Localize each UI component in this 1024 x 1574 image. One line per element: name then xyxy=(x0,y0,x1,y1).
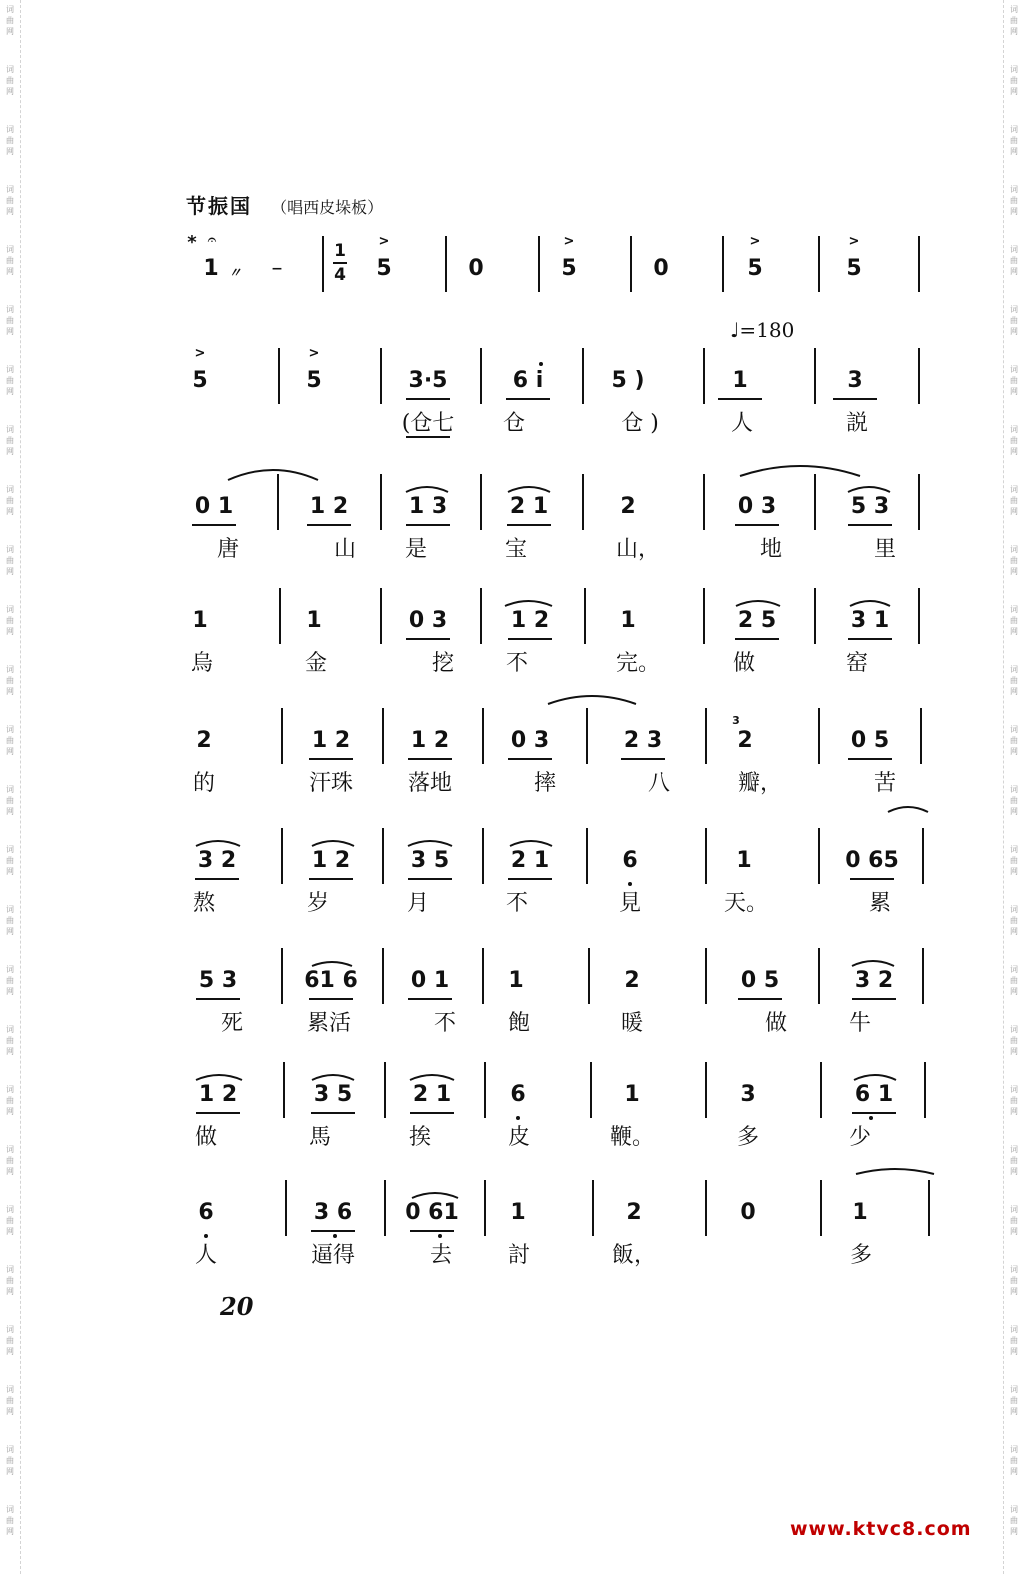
lyric-syllable: 熬 xyxy=(192,891,216,916)
jianpu-note: 5 xyxy=(846,256,862,281)
tremolo-mark: 〃 xyxy=(228,266,242,281)
watermark-strip-text: 词 曲 网 xyxy=(1010,1085,1018,1116)
watermark-strip-text: 词 曲 网 xyxy=(1010,1445,1018,1476)
watermark-strip-text: 词 曲 网 xyxy=(6,125,14,156)
jianpu-note: 6 i xyxy=(512,368,544,393)
jianpu-note: 1 xyxy=(736,848,752,873)
jianpu-note: 0 5 xyxy=(740,968,780,993)
jianpu-note: 0 xyxy=(653,256,669,281)
lyric-syllable: 摔 xyxy=(533,771,557,796)
jianpu-note: 1 2 xyxy=(311,728,351,753)
jianpu-note: 3 1 xyxy=(850,608,890,633)
watermark-strip-text: 词 曲 网 xyxy=(6,1085,14,1116)
accent-mark: > xyxy=(848,234,860,249)
lyric-syllable: 里 xyxy=(873,537,897,562)
lyric-syllable: 做 xyxy=(732,651,756,676)
lyric-syllable: 逼得 xyxy=(310,1243,356,1268)
jianpu-note: 0 5 xyxy=(850,728,890,753)
watermark-strip-text: 词 曲 网 xyxy=(1010,425,1018,456)
watermark-strip-text: 词 曲 网 xyxy=(6,725,14,756)
slur-arc xyxy=(408,841,452,846)
page-number: 20 xyxy=(220,1292,254,1321)
watermark-strip-text: 词 曲 网 xyxy=(6,905,14,936)
watermark-strip-text: 词 曲 网 xyxy=(6,305,14,336)
watermark-strip-text: 词 曲 网 xyxy=(6,1445,14,1476)
jianpu-note: 2 5 xyxy=(737,608,777,633)
watermark-strip-text: 词 曲 网 xyxy=(1010,125,1018,156)
slur-arc xyxy=(412,1193,458,1198)
watermark-strip-text: 词 曲 网 xyxy=(1010,245,1018,276)
slur-arc xyxy=(736,601,780,606)
lyric-syllable: 金 xyxy=(304,651,328,676)
jianpu-note: 1 2 xyxy=(198,1082,238,1107)
slur-arc xyxy=(312,962,352,966)
jianpu-note: 2 xyxy=(737,728,753,753)
lyric-syllable: 做 xyxy=(194,1125,218,1150)
hold-dash: – xyxy=(271,256,283,281)
jianpu-note: 3 2 xyxy=(854,968,894,993)
watermark-strip-text: 词 曲 网 xyxy=(1010,5,1018,36)
watermark-strip-text: 词 曲 网 xyxy=(1010,665,1018,696)
watermark-strip-text: 词 曲 网 xyxy=(6,845,14,876)
lyric-syllable: (仓七 xyxy=(401,411,455,436)
jianpu-note: 0 3 xyxy=(510,728,550,753)
watermark-strip-text: 词 曲 网 xyxy=(6,365,14,396)
jianpu-note: 0 xyxy=(740,1200,756,1225)
jianpu-note: 1 2 xyxy=(311,848,351,873)
jianpu-note: 2 1 xyxy=(412,1082,452,1107)
jianpu-note: 3·5 xyxy=(408,368,448,393)
jianpu-note: 0 61 xyxy=(405,1200,459,1225)
watermark-strip-text: 词 曲 网 xyxy=(6,485,14,516)
jianpu-note: 5 3 xyxy=(198,968,238,993)
watermark-strip-text: 词 曲 网 xyxy=(6,605,14,636)
slur-arc xyxy=(196,841,240,846)
lyric-syllable: 月 xyxy=(406,891,430,916)
slur-arc xyxy=(406,487,448,492)
watermark-strip-text: 词 曲 网 xyxy=(1010,605,1018,636)
jianpu-note: 2 xyxy=(196,728,212,753)
grace-note: 3 xyxy=(732,714,740,727)
watermark-strip-text: 词 曲 网 xyxy=(1010,65,1018,96)
accent-mark: > xyxy=(378,234,390,249)
lyric-syllable: 落地 xyxy=(407,771,453,796)
lyric-syllable: 汗珠 xyxy=(308,771,354,796)
jianpu-note: 5 xyxy=(376,256,392,281)
slur-arc xyxy=(852,961,894,966)
watermark-strip-text: 词 曲 网 xyxy=(1010,1385,1018,1416)
watermark-strip-text: 词 曲 网 xyxy=(1010,1145,1018,1176)
watermark-strip-text: 词 曲 网 xyxy=(1010,1325,1018,1356)
time-signature-bottom: 4 xyxy=(334,265,346,285)
jianpu-note: 1 xyxy=(620,608,636,633)
jianpu-note: 2 xyxy=(624,968,640,993)
jianpu-note: 61 6 xyxy=(304,968,358,993)
slur-arc xyxy=(505,601,552,606)
lyric-syllable: 山 xyxy=(333,537,357,562)
jianpu-note: 1 2 xyxy=(510,608,550,633)
watermark-strip-text: 词 曲 网 xyxy=(6,965,14,996)
jianpu-note: 2 1 xyxy=(509,494,549,519)
lyric-syllable: 地 xyxy=(759,537,783,562)
lyric-syllable: 多 xyxy=(736,1125,760,1150)
lyric-syllable: 宝 xyxy=(504,537,528,562)
watermark-strip-text: 词 曲 网 xyxy=(1010,725,1018,756)
watermark-strip-text: 词 曲 网 xyxy=(1010,365,1018,396)
lyric-syllable: 人 xyxy=(730,411,754,436)
jianpu-note: 1 xyxy=(508,968,524,993)
jianpu-note: 1 xyxy=(732,368,748,393)
accent-mark: > xyxy=(194,346,206,361)
accent-mark: > xyxy=(563,234,575,249)
lyric-syllable: 去 xyxy=(429,1243,453,1268)
lyric-syllable: 仓 xyxy=(502,411,526,436)
jianpu-note: 0 1 xyxy=(194,494,234,519)
lyric-syllable: 做 xyxy=(764,1011,788,1036)
lyric-syllable: 不 xyxy=(505,891,529,916)
slur-arc xyxy=(508,487,550,492)
jianpu-note: 3 5 xyxy=(410,848,450,873)
watermark-strip-text: 词 曲 网 xyxy=(1010,785,1018,816)
watermark-strip-text: 词 曲 网 xyxy=(6,65,14,96)
jianpu-note: 1 3 xyxy=(408,494,448,519)
watermark-strip-text: 词 曲 网 xyxy=(6,185,14,216)
watermark-strip-text: 词 曲 网 xyxy=(6,245,14,276)
accent-mark: > xyxy=(749,234,761,249)
watermark-strip-text: 词 曲 网 xyxy=(1010,485,1018,516)
lyric-syllable: 暖 xyxy=(620,1011,644,1036)
lyric-syllable: 窑 xyxy=(845,651,869,676)
jianpu-note: 0 3 xyxy=(737,494,777,519)
lyric-syllable: 挖 xyxy=(431,651,455,676)
lyric-syllable: 的 xyxy=(192,771,216,796)
jianpu-note: 0 xyxy=(468,256,484,281)
lyric-syllable: 唐 xyxy=(216,537,240,562)
jianpu-note: 0 1 xyxy=(410,968,450,993)
lyric-syllable: 完。 xyxy=(615,651,661,676)
jianpu-note: 1 2 xyxy=(410,728,450,753)
lyric-syllable: 累 xyxy=(868,891,892,916)
watermark-strip-text: 词 曲 网 xyxy=(6,785,14,816)
jianpu-note: 6 xyxy=(510,1082,526,1107)
lyric-syllable: 苦 xyxy=(873,771,897,796)
jianpu-note: 1 xyxy=(510,1200,526,1225)
lyric-syllable: 飽 xyxy=(507,1011,531,1036)
jianpu-note: 2 1 xyxy=(510,848,550,873)
watermark-strip-text: 词 曲 网 xyxy=(6,1505,14,1536)
jianpu-note: 2 3 xyxy=(623,728,663,753)
lyric-syllable: 仓 ) xyxy=(621,411,659,436)
watermark-strip-text: 词 曲 网 xyxy=(6,545,14,576)
watermark-strip-text: 词 曲 网 xyxy=(6,665,14,696)
watermark-strip-text: 词 曲 网 xyxy=(6,1025,14,1056)
lyric-syllable: 不 xyxy=(433,1011,457,1036)
aria-type: （唱西皮垛板） xyxy=(271,198,384,217)
watermark-strip-text: 词 曲 网 xyxy=(6,5,14,36)
footnote-star: * xyxy=(187,232,197,253)
lyric-syllable: 説 xyxy=(845,411,869,436)
slur-arc xyxy=(740,466,860,476)
jianpu-note: 3 xyxy=(847,368,863,393)
watermark-strip-text: 词 曲 网 xyxy=(1010,185,1018,216)
role-name: 节振国 xyxy=(186,194,252,218)
lyric-syllable: 飯， xyxy=(611,1243,657,1268)
intro-note: 1 xyxy=(203,256,219,281)
accent-mark: > xyxy=(308,346,320,361)
watermark-strip-text: 词 曲 网 xyxy=(1010,1025,1018,1056)
watermark-strip-text: 词 曲 网 xyxy=(1010,905,1018,936)
slur-arc xyxy=(510,841,552,846)
tempo-mark: ♩=180 xyxy=(730,318,795,342)
jianpu-note: 6 xyxy=(198,1200,214,1225)
slur-arc xyxy=(850,601,890,606)
lyric-syllable: 天。 xyxy=(723,891,769,916)
slur-arc xyxy=(312,841,354,846)
lyric-syllable: 見 xyxy=(618,891,642,916)
watermark-strip-text: 词 曲 网 xyxy=(1010,1265,1018,1296)
jianpu-note: 1 xyxy=(852,1200,868,1225)
time-signature-top: 1 xyxy=(334,241,346,261)
watermark-strip-text: 词 曲 网 xyxy=(1010,845,1018,876)
lyric-syllable: 討 xyxy=(507,1243,531,1268)
lyric-syllable: 鞭。 xyxy=(609,1125,655,1150)
jianpu-note: 5 xyxy=(306,368,322,393)
slur-arc xyxy=(228,470,318,480)
jianpu-note: 0 3 xyxy=(408,608,448,633)
jianpu-note: 1 xyxy=(624,1082,640,1107)
jianpu-note: 1 xyxy=(306,608,322,633)
jianpu-note: 5 ) xyxy=(611,368,645,393)
slur-arc xyxy=(410,1075,454,1080)
jianpu-note: 6 xyxy=(622,848,638,873)
slur-arc xyxy=(848,487,890,492)
site-watermark: www.ktvc8.com xyxy=(790,1518,972,1540)
watermark-strip-text: 词 曲 网 xyxy=(1010,305,1018,336)
jianpu-note: 3 xyxy=(740,1082,756,1107)
jianpu-note: 5 xyxy=(561,256,577,281)
watermark-strip-text: 词 曲 网 xyxy=(6,1205,14,1236)
lyric-syllable: 八 xyxy=(647,771,671,796)
watermark-strip-text: 词 曲 网 xyxy=(6,1265,14,1296)
lyric-syllable: 是 xyxy=(404,537,428,562)
jianpu-note: 6 1 xyxy=(854,1082,894,1107)
lyric-syllable: 少 xyxy=(848,1125,872,1150)
jianpu-note: 2 xyxy=(620,494,636,519)
jianpu-note: 0 65 xyxy=(845,848,899,873)
watermark-strip-text: 词 曲 网 xyxy=(6,1325,14,1356)
slur-arc xyxy=(312,1075,354,1080)
lyric-syllable: 死 xyxy=(220,1011,244,1036)
jianpu-note: 1 xyxy=(192,608,208,633)
watermark-strip-text: 词 曲 网 xyxy=(6,1145,14,1176)
jianpu-note: 3 5 xyxy=(313,1082,353,1107)
lyric-syllable: 烏 xyxy=(190,651,214,676)
fermata-icon: 𝄐 xyxy=(207,230,217,249)
slur-arc xyxy=(854,1075,896,1080)
jianpu-note: 3 6 xyxy=(313,1200,353,1225)
watermark-strip-text: 词 曲 网 xyxy=(6,425,14,456)
lyric-syllable: 多 xyxy=(849,1243,873,1268)
lyric-syllable: 山， xyxy=(615,537,661,562)
jianpu-note: 1 2 xyxy=(309,494,349,519)
lyric-syllable: 挨 xyxy=(408,1125,432,1150)
slur-arc xyxy=(856,1169,934,1174)
lyric-syllable: 皮 xyxy=(507,1125,531,1150)
watermark-strip-text: 词 曲 网 xyxy=(1010,1205,1018,1236)
jianpu-note: 3 2 xyxy=(197,848,237,873)
lyric-syllable: 不 xyxy=(505,651,529,676)
slur-arc xyxy=(548,696,636,704)
watermark-strip-text: 词 曲 网 xyxy=(6,1385,14,1416)
lyric-syllable: 瓣， xyxy=(737,771,783,796)
slur-arc xyxy=(196,1075,242,1080)
jianpu-note: 5 xyxy=(747,256,763,281)
lyric-syllable: 牛 xyxy=(848,1011,872,1036)
watermark-strip-text: 词 曲 网 xyxy=(1010,545,1018,576)
watermark-strip-text: 词 曲 网 xyxy=(1010,965,1018,996)
lyric-syllable: 馬 xyxy=(308,1125,332,1150)
jianpu-note: 5 xyxy=(192,368,208,393)
slur-arc xyxy=(888,807,928,812)
lyric-syllable: 人 xyxy=(194,1243,218,1268)
lyric-syllable: 累活 xyxy=(306,1011,352,1036)
lyric-syllable: 岁 xyxy=(306,891,330,916)
watermark-strip-text: 词 曲 网 xyxy=(1010,1505,1018,1536)
jianpu-note: 2 xyxy=(626,1200,642,1225)
jianpu-note: 5 3 xyxy=(850,494,890,519)
